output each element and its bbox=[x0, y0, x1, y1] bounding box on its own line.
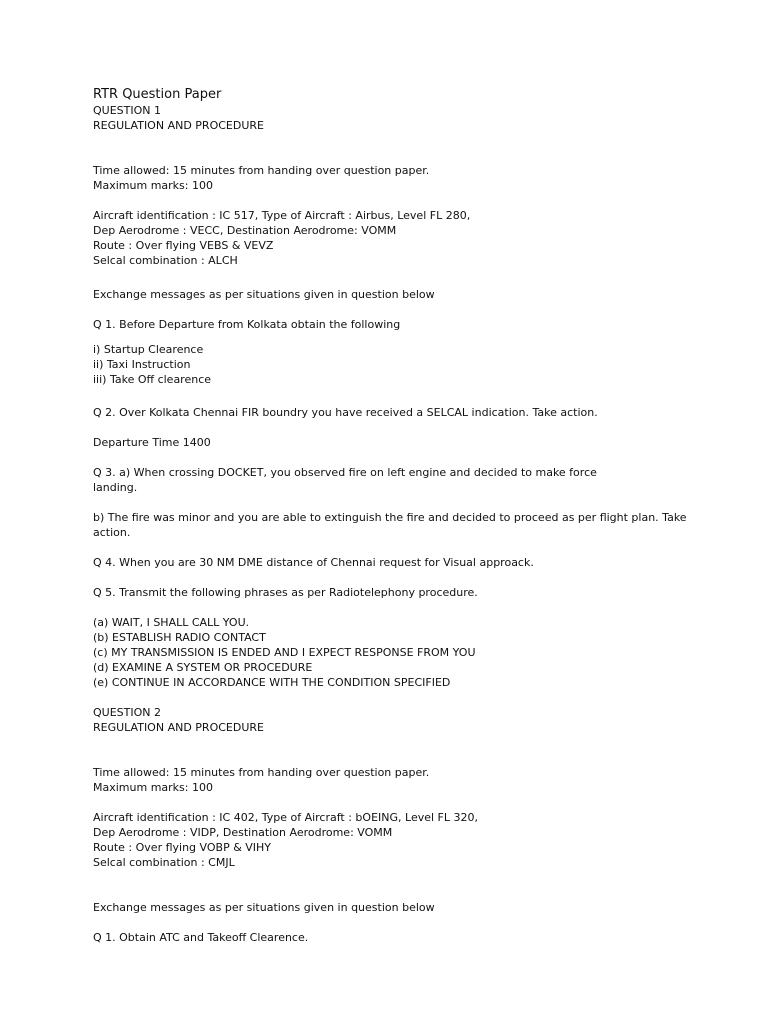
q1-question-5: Q 5. Transmit the following phrases as per Radiotelephony procedure. bbox=[93, 586, 478, 599]
q2-time-allowed: Time allowed: 15 minutes from handing over question paper. bbox=[93, 766, 430, 779]
q1-phrase-e: (e) CONTINUE IN ACCORDANCE WITH THE CONDITION SPECIFIED bbox=[93, 676, 451, 689]
q1-time-allowed: Time allowed: 15 minutes from handing over question paper. bbox=[93, 164, 430, 177]
q2-selcal: Selcal combination : CMJL bbox=[93, 856, 235, 869]
q1-exchange-instruction: Exchange messages as per situations given in question below bbox=[93, 288, 435, 301]
q2-exchange-instruction: Exchange messages as per situations given in question below bbox=[93, 901, 435, 914]
question-1-heading: QUESTION 1 bbox=[93, 104, 161, 117]
q1-question-3a: Q 3. a) When crossing DOCKET, you observed fire on left engine and decided to make force bbox=[93, 466, 597, 479]
q1-item-startup: i) Startup Clearence bbox=[93, 343, 204, 356]
q1-phrase-a: (a) WAIT, I SHALL CALL YOU. bbox=[93, 616, 250, 629]
q1-item-takeoff: iii) Take Off clearence bbox=[93, 373, 212, 386]
q2-aerodrome: Dep Aerodrome : VIDP, Destination Aerodrome: VOMM bbox=[93, 826, 393, 839]
q2-question-1: Q 1. Obtain ATC and Takeoff Clearence. bbox=[93, 931, 309, 944]
q2-aircraft-identification: Aircraft identification : IC 402, Type of Aircraft : bOEING, Level FL 320, bbox=[93, 811, 478, 824]
q1-question-3b-cont: action. bbox=[93, 526, 131, 539]
q1-phrase-b: (b) ESTABLISH RADIO CONTACT bbox=[93, 631, 266, 644]
q1-aircraft-identification: Aircraft identification : IC 517, Type of Aircraft : Airbus, Level FL 280, bbox=[93, 209, 471, 222]
q1-question-3b: b) The fire was minor and you are able to extinguish the fire and decided to proceed as per flight plan. Take bbox=[93, 511, 687, 524]
q2-maximum-marks: Maximum marks: 100 bbox=[93, 781, 213, 794]
q1-question-4: Q 4. When you are 30 NM DME distance of Chennai request for Visual approack. bbox=[93, 556, 534, 569]
q1-phrase-d: (d) EXAMINE A SYSTEM OR PROCEDURE bbox=[93, 661, 313, 674]
q1-departure-time: Departure Time 1400 bbox=[93, 436, 211, 449]
question-2-heading: QUESTION 2 bbox=[93, 706, 161, 719]
question-2-subheading: REGULATION AND PROCEDURE bbox=[93, 721, 264, 734]
q1-selcal: Selcal combination : ALCH bbox=[93, 254, 238, 267]
q1-aerodrome: Dep Aerodrome : VECC, Destination Aerodrome: VOMM bbox=[93, 224, 397, 237]
q1-maximum-marks: Maximum marks: 100 bbox=[93, 179, 213, 192]
q1-question-1: Q 1. Before Departure from Kolkata obtain the following bbox=[93, 318, 401, 331]
q1-phrase-c: (c) MY TRANSMISSION IS ENDED AND I EXPECT RESPONSE FROM YOU bbox=[93, 646, 476, 659]
document-page bbox=[93, 86, 693, 945]
q1-question-2: Q 2. Over Kolkata Chennai FIR boundry you have received a SELCAL indication. Take action. bbox=[93, 406, 598, 419]
question-1-subheading: REGULATION AND PROCEDURE bbox=[93, 119, 264, 132]
q1-route: Route : Over flying VEBS & VEVZ bbox=[93, 239, 274, 252]
q1-question-3a-cont: landing. bbox=[93, 481, 138, 494]
q1-item-taxi: ii) Taxi Instruction bbox=[93, 358, 191, 371]
q2-route: Route : Over flying VOBP & VIHY bbox=[93, 841, 272, 854]
document-title: RTR Question Paper bbox=[93, 87, 222, 102]
